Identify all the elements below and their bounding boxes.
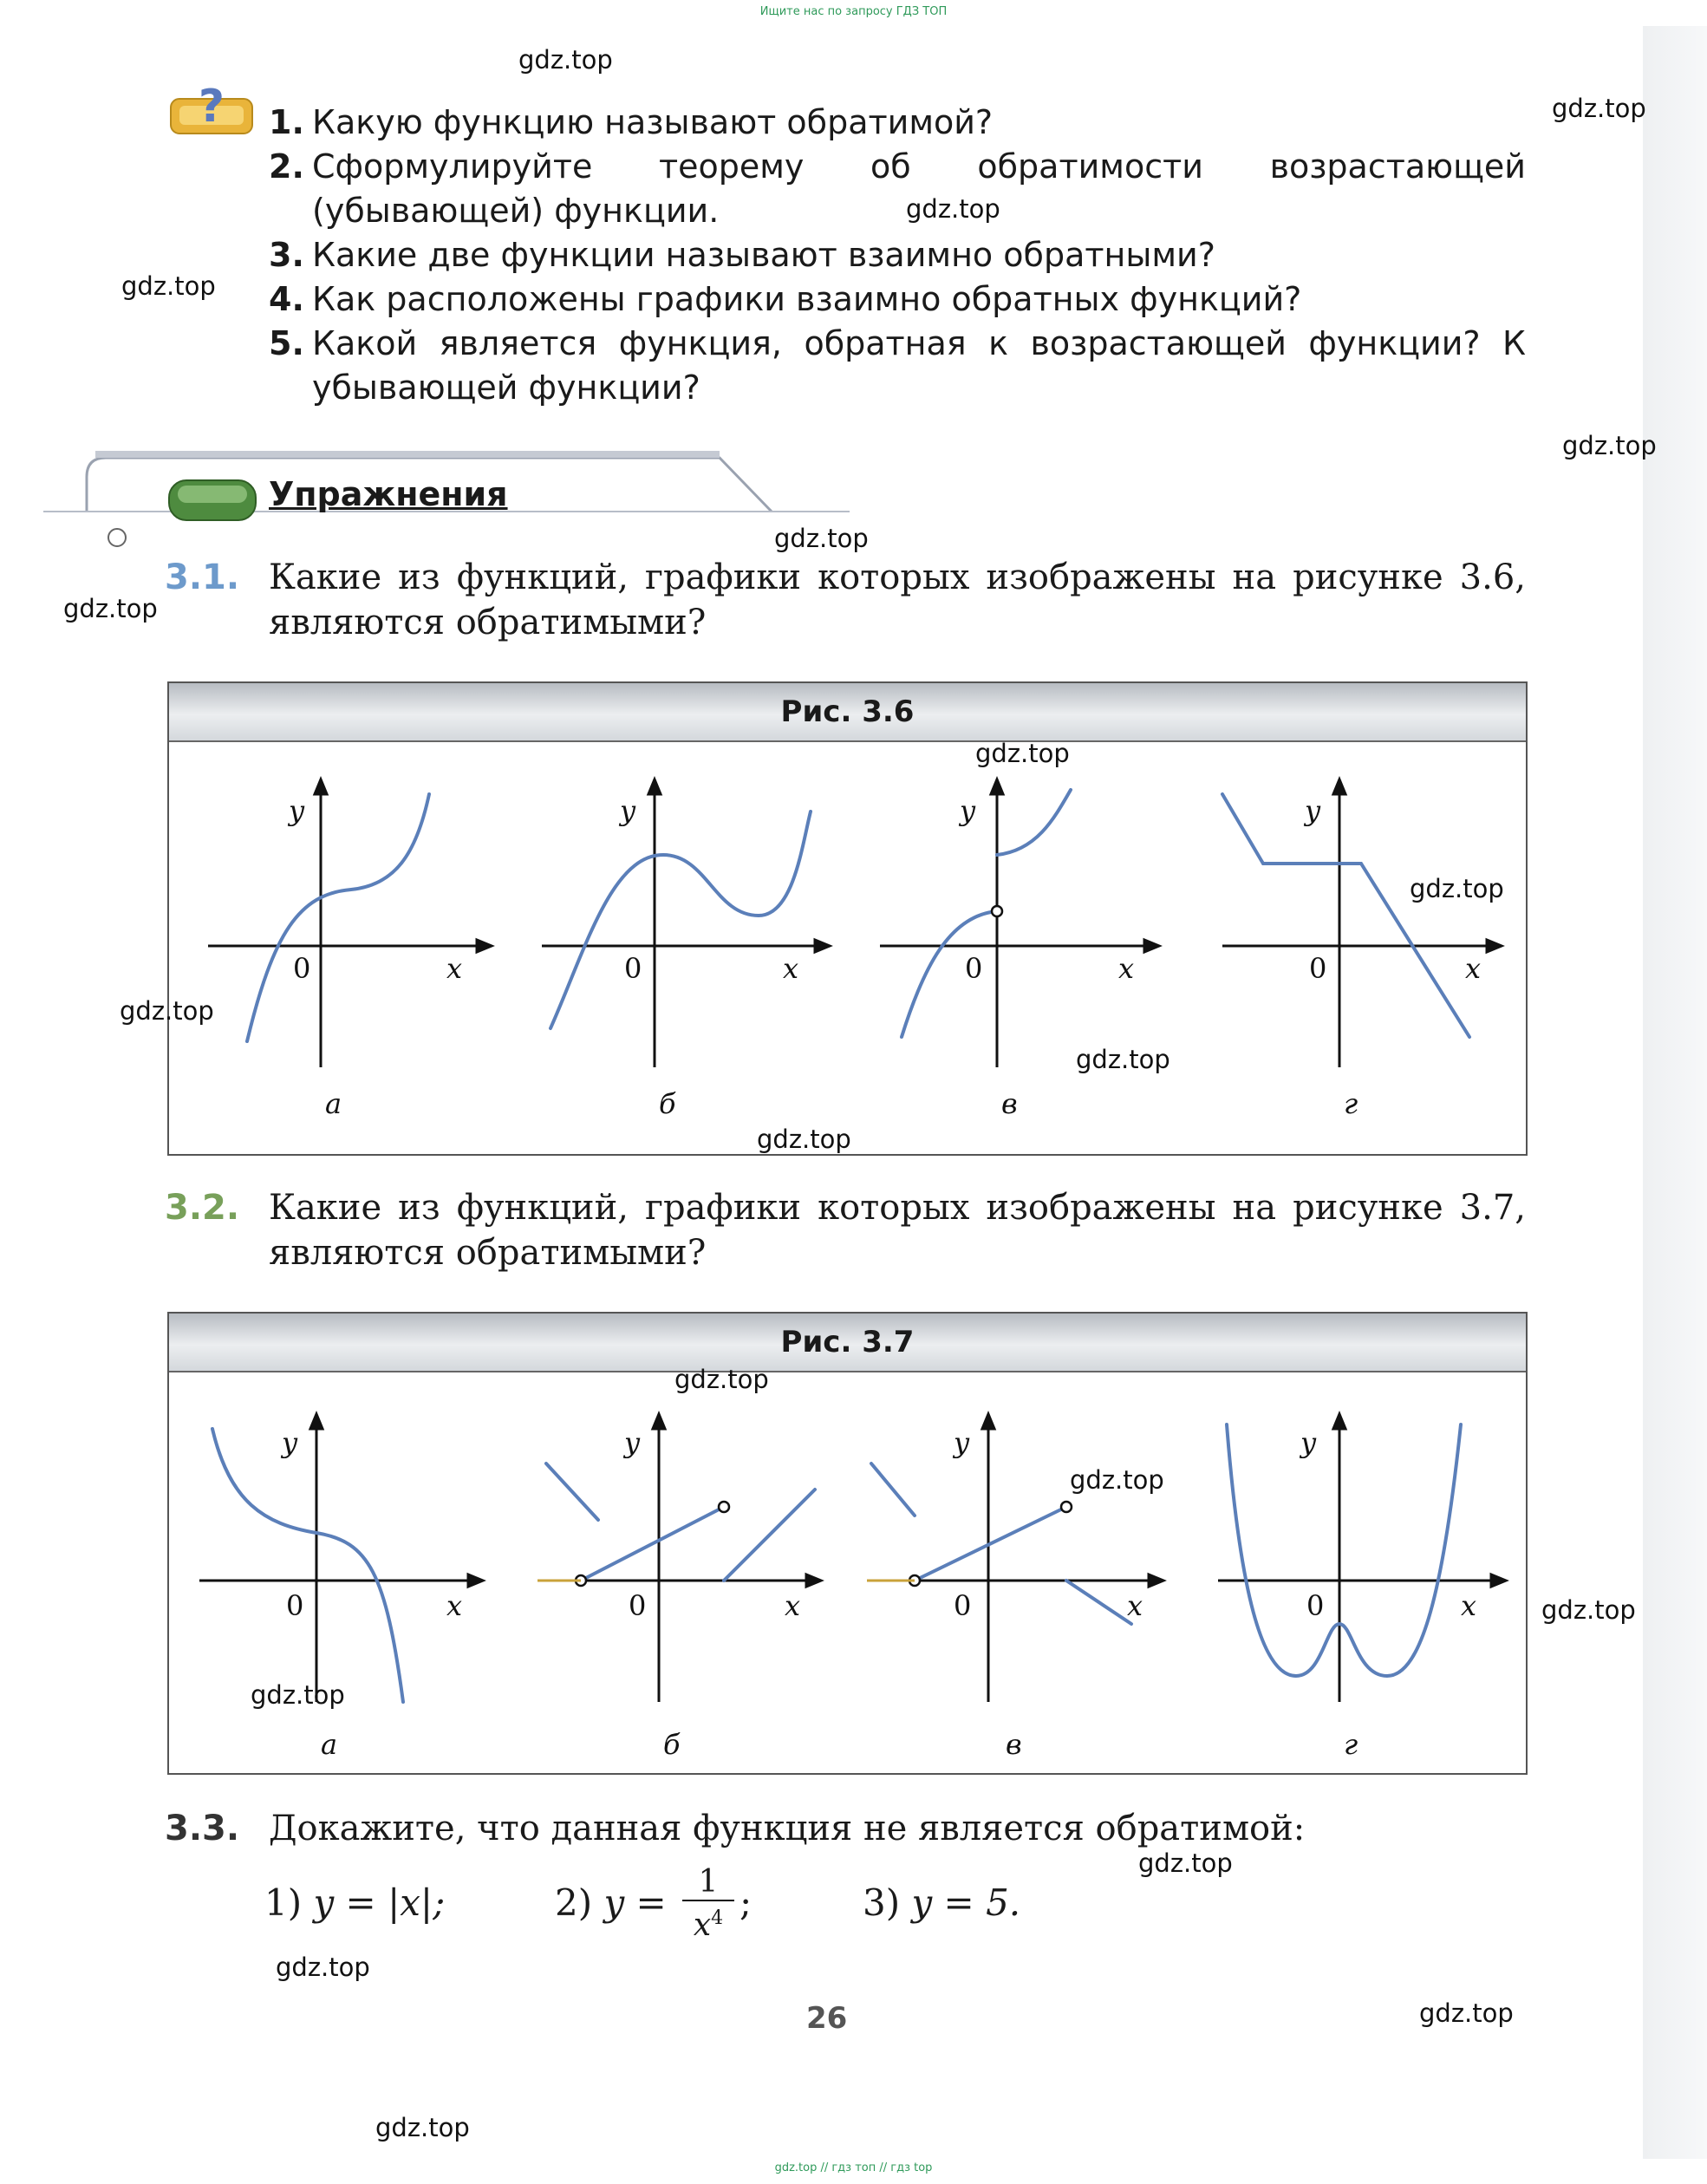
formula-number: 1) [264,1881,303,1924]
axis-label-x: x [783,952,799,985]
origin-label: 0 [965,952,983,985]
question-number: 1. [269,103,304,141]
figure-3-7 [167,1312,1528,1775]
axis-label-x: x [446,1589,463,1622]
panel-label: г [1344,1087,1358,1120]
watermark: gdz.top [1138,1848,1233,1878]
exercise-text: Какие из функций, графики которых изображены на рисунке 3.6, являются обратимыми? [269,557,1526,642]
question-item [269,322,1526,410]
question-number: 4. [269,280,304,318]
origin-label: 0 [286,1589,304,1622]
panel-label: б [663,1728,681,1761]
axis-label-y: y [960,794,976,827]
axis-label-y: y [620,794,636,827]
figure-3-7-graphs [169,1372,1526,1773]
axis-label-x: x [446,952,463,985]
question-item [269,145,1526,233]
exercise-3-3 [165,1806,1526,1851]
axis-label-x: x [1118,952,1135,985]
axis-label-y: y [954,1426,970,1459]
origin-label: 0 [954,1589,972,1622]
exercise-text: Докажите, что данная функция не является обратимой: [269,1809,1306,1848]
watermark: gdz.top [975,739,1070,768]
panel-label: в [1006,1728,1022,1761]
axis-label-x: x [1461,1589,1477,1622]
formula-3 [863,1881,1020,1924]
top-banner: Ищите нас по запросу ГДЗ ТОП [759,5,948,18]
question-text: Как расположены графики взаимно обратных функций? [312,280,1302,318]
formula-separator: ; [739,1881,753,1924]
page-number: 26 [806,2001,848,2036]
watermark: gdz.top [1552,94,1646,123]
axis-label-y: y [1305,794,1321,827]
denominator-base: x [693,1907,712,1943]
page-edge-shadow [1643,26,1707,2159]
denominator-exponent: 4 [711,1907,724,1929]
watermark: gdz.top [276,1953,370,1982]
question-item [269,233,1526,277]
question-text: Сформулируйте теорему об обратимости возрастающей (убывающей) функции. [312,147,1526,230]
bottom-banner: gdz.top // гдз топ // гдз top [774,2161,933,2174]
exercise-3-2 [165,1185,1526,1275]
question-icon [167,80,257,140]
exercise-number: 3.3. [165,1809,240,1848]
exercise-3-1 [165,555,1526,645]
watermark: gdz.top [121,271,216,301]
panel-label: а [321,1728,338,1761]
fraction-numerator: 1 [682,1864,734,1901]
review-questions [269,101,1526,410]
axis-label-y: y [624,1426,641,1459]
watermark: gdz.top [251,1680,345,1710]
panel-label: в [1001,1087,1018,1120]
question-item [269,101,1526,145]
origin-label: 0 [624,952,642,985]
formula-expression: y = 5. [911,1881,1021,1924]
panel-label: а [325,1087,342,1120]
axis-label-x: x [1127,1589,1143,1622]
watermark: gdz.top [757,1125,851,1154]
question-item [269,277,1526,322]
watermark: gdz.top [518,45,613,75]
axis-label-y: y [1300,1426,1317,1459]
watermark: gdz.top [906,194,1000,224]
formula-2 [555,1881,667,1924]
axis-label-y: y [282,1426,298,1459]
watermark: gdz.top [774,524,869,553]
watermark: gdz.top [1070,1465,1164,1495]
watermark: gdz.top [1410,874,1504,903]
watermark: gdz.top [1562,431,1657,460]
question-number: 5. [269,324,304,362]
figure-title: Рис. 3.7 [169,1314,1526,1372]
panel-label: б [659,1087,676,1120]
panel-label: г [1344,1728,1358,1761]
axis-label-y: y [289,794,305,827]
question-text: Какую функцию называют обратимой? [312,103,994,141]
section-title: Упражнения [269,475,508,513]
formula-expression: y = [603,1881,667,1924]
origin-label: 0 [1306,1589,1325,1622]
formula-1 [264,1881,445,1924]
axis-label-x: x [1465,952,1482,985]
watermark: gdz.top [1076,1045,1170,1074]
exercise-number: 3.2. [165,1188,240,1228]
formula-expression: y = |x|; [313,1881,446,1924]
formula-number: 2) [555,1881,593,1924]
origin-label: 0 [1309,952,1327,985]
exercise-number: 3.1. [165,557,240,597]
svg-text:?: ? [198,81,225,133]
watermark: gdz.top [1419,1998,1514,2028]
origin-label: 0 [293,952,311,985]
watermark: gdz.top [375,2113,470,2142]
question-text: Какой является функция, обратная к возрастающей функции? К убывающей функции? [312,324,1526,407]
watermark: gdz.top [1541,1595,1636,1625]
fraction-denominator [682,1907,734,1943]
formula-number: 3) [863,1881,901,1924]
question-text: Какие две функции называют взаимно обратными? [312,236,1215,274]
watermark: gdz.top [674,1365,769,1394]
question-number: 3. [269,236,304,274]
origin-label: 0 [629,1589,647,1622]
question-number: 2. [269,147,304,186]
figure-3-6-graphs [169,742,1526,1154]
watermark: gdz.top [120,996,214,1026]
axis-label-x: x [785,1589,801,1622]
figure-3-6 [167,681,1528,1156]
figure-title: Рис. 3.6 [169,683,1526,742]
exercise-text: Какие из функций, графики которых изображены на рисунке 3.7, являются обратимыми? [269,1188,1526,1273]
watermark: gdz.top [63,594,158,623]
